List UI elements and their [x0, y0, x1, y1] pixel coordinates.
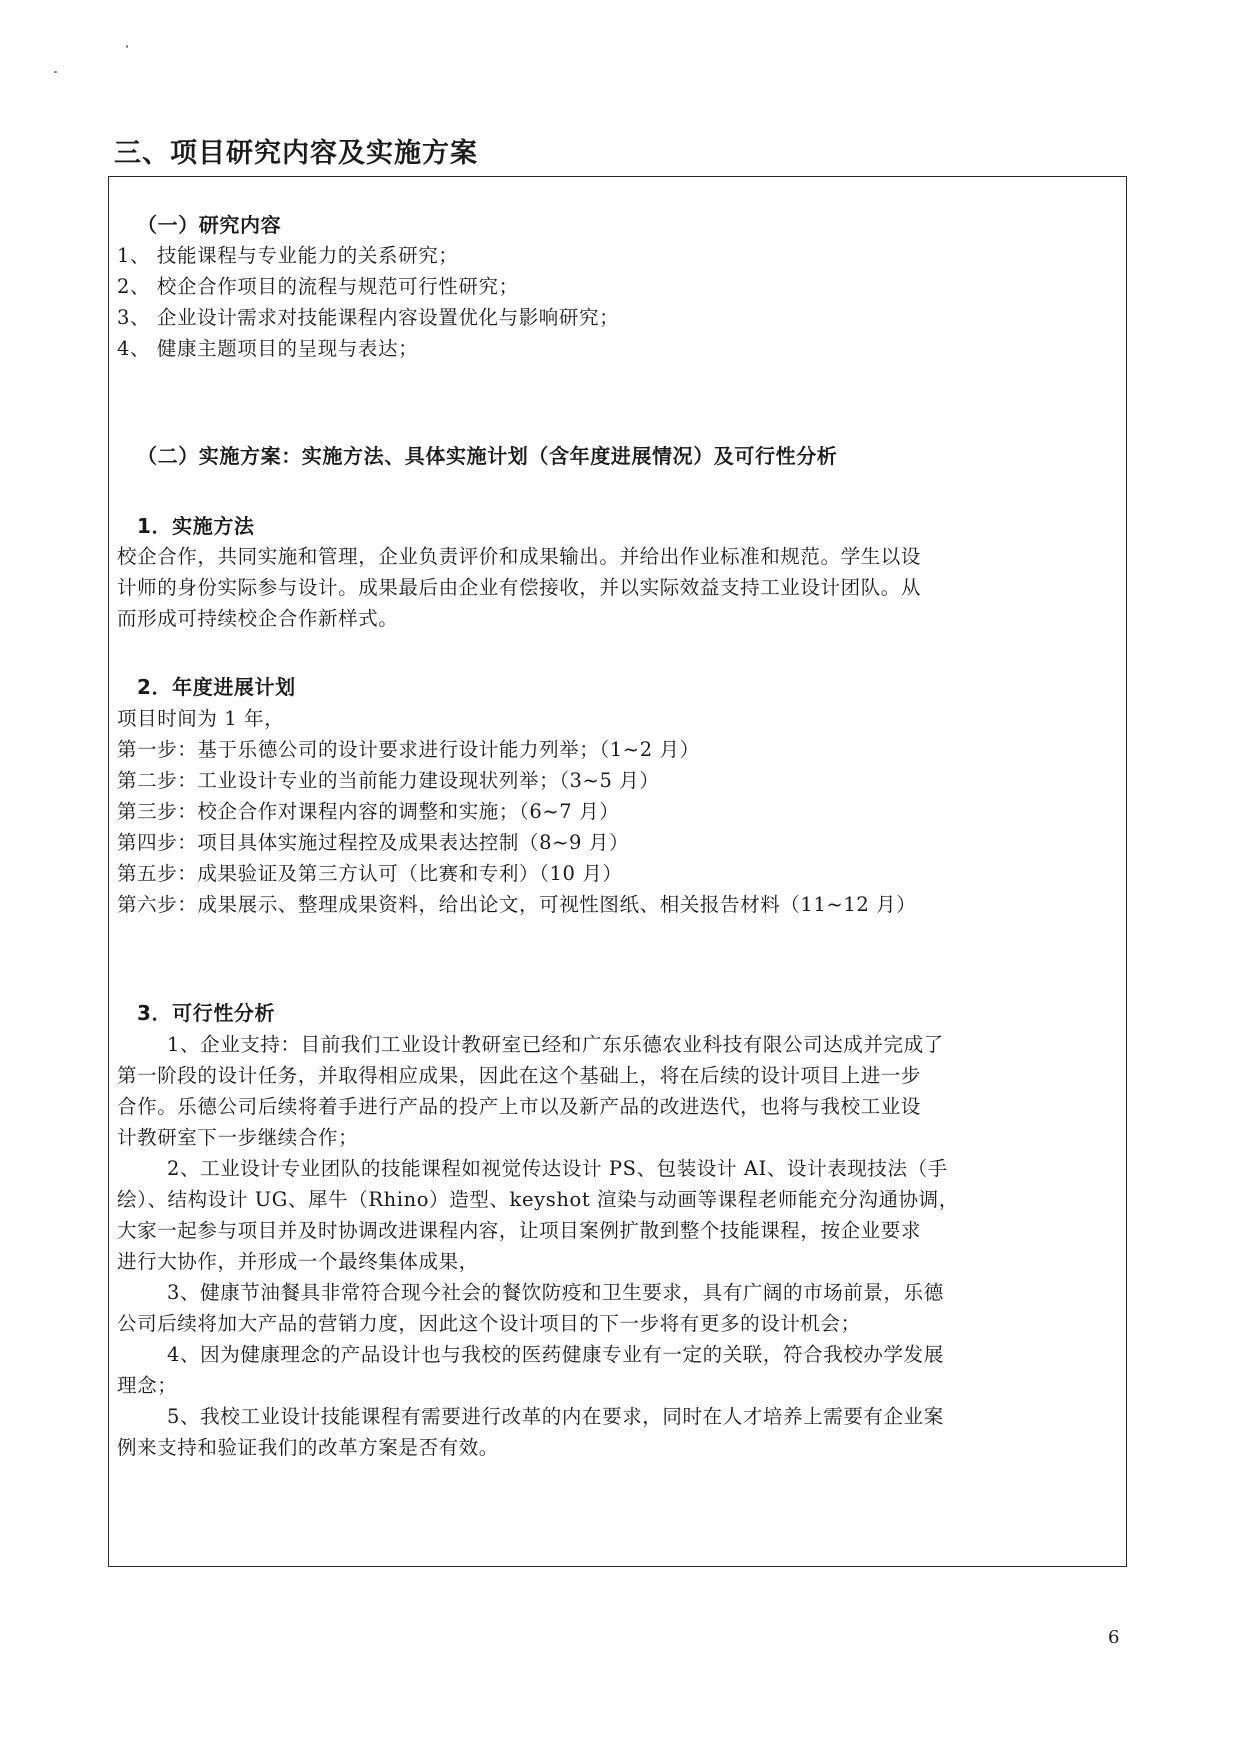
feasibility-line: 公司后续将加大产品的营销力度，因此这个设计项目的下一步将有更多的设计机会； — [117, 1312, 861, 1335]
feasibility-heading: 3．可行性分析 — [137, 1001, 276, 1025]
feasibility-line: 绘）、结构设计 UG、犀牛（Rhino）造型、keyshot 渲染与动画等课程老师能充分沟通协调， — [117, 1188, 959, 1211]
schedule-line: 项目时间为 1 年， — [117, 707, 285, 730]
feasibility-line: 大家一起参与项目并及时协调改进课程内容，让项目案例扩散到整个技能课程，按企业要求 — [117, 1219, 922, 1242]
feasibility-line: 第一阶段的设计任务，并取得相应成果，因此在这个基础上，将在后续的设计项目上进一步 — [117, 1064, 922, 1087]
feasibility-line: 合作。乐德公司后续将着手进行产品的投产上市以及新产品的改进迭代，也将与我校工业设 — [117, 1095, 922, 1118]
feasibility-line: 2、工业设计专业团队的技能课程如视觉传达设计 PS、包装设计 AI、设计表现技法（手 — [167, 1157, 948, 1180]
method-heading: 1．实施方法 — [137, 514, 255, 538]
schedule-line: 第五步：成果验证及第三方认可（比赛和专利）（10 月） — [117, 862, 623, 885]
schedule-line: 第四步：项目具体实施过程控及成果表达控制（8~9 月） — [117, 831, 630, 854]
feasibility-line: 计教研室下一步继续合作； — [117, 1126, 359, 1149]
scan-speck — [54, 71, 57, 73]
feasibility-line: 例来支持和验证我们的改革方案是否有效。 — [117, 1436, 499, 1459]
research-item: 4、 健康主题项目的呈现与表达； — [117, 337, 419, 360]
method-line: 而形成可持续校企合作新样式。 — [117, 607, 399, 630]
feasibility-line: 1、企业支持：目前我们工业设计教研室已经和广东乐德农业科技有限公司达成并完成了 — [167, 1033, 944, 1056]
research-item: 3、 企业设计需求对技能课程内容设置优化与影响研究； — [117, 306, 620, 329]
method-line: 计师的身份实际参与设计。成果最后由企业有偿接收，并以实际效益支持工业设计团队。从 — [117, 576, 922, 599]
scan-speck — [126, 45, 128, 48]
schedule-line: 第六步：成果展示、整理成果资料，给出论文，可视性图纸、相关报告材料（11~12 月） — [117, 893, 917, 916]
page-number: 6 — [1108, 1627, 1120, 1648]
feasibility-line: 5、我校工业设计技能课程有需要进行改革的内在要求，同时在人才培养上需要有企业案 — [167, 1405, 944, 1428]
feasibility-line: 4、因为健康理念的产品设计也与我校的医药健康专业有一定的关联，符合我校办学发展 — [167, 1343, 944, 1366]
feasibility-line: 理念； — [117, 1374, 178, 1397]
research-heading: （一）研究内容 — [137, 213, 282, 237]
section-title: 三、项目研究内容及实施方案 — [114, 138, 478, 169]
schedule-line: 第一步：基于乐德公司的设计要求进行设计能力列举；（1~2 月） — [117, 738, 700, 761]
schedule-heading: 2．年度进展计划 — [137, 675, 296, 699]
plan-heading: （二）实施方案：实施方法、具体实施计划（含年度进展情况）及可行性分析 — [137, 444, 838, 468]
schedule-line: 第二步：工业设计专业的当前能力建设现状列举；（3~5 月） — [117, 769, 660, 792]
feasibility-line: 3、健康节油餐具非常符合现今社会的餐饮防疫和卫生要求，具有广阔的市场前景，乐德 — [167, 1281, 944, 1304]
method-line: 校企合作，共同实施和管理，企业负责评价和成果输出。并给出作业标准和规范。学生以设 — [117, 545, 922, 568]
research-item: 1、 技能课程与专业能力的关系研究； — [117, 244, 459, 267]
research-item: 2、 校企合作项目的流程与规范可行性研究； — [117, 275, 519, 298]
feasibility-line: 进行大协作，并形成一个最终集体成果， — [117, 1250, 479, 1273]
schedule-line: 第三步：校企合作对课程内容的调整和实施；（6~7 月） — [117, 800, 620, 823]
